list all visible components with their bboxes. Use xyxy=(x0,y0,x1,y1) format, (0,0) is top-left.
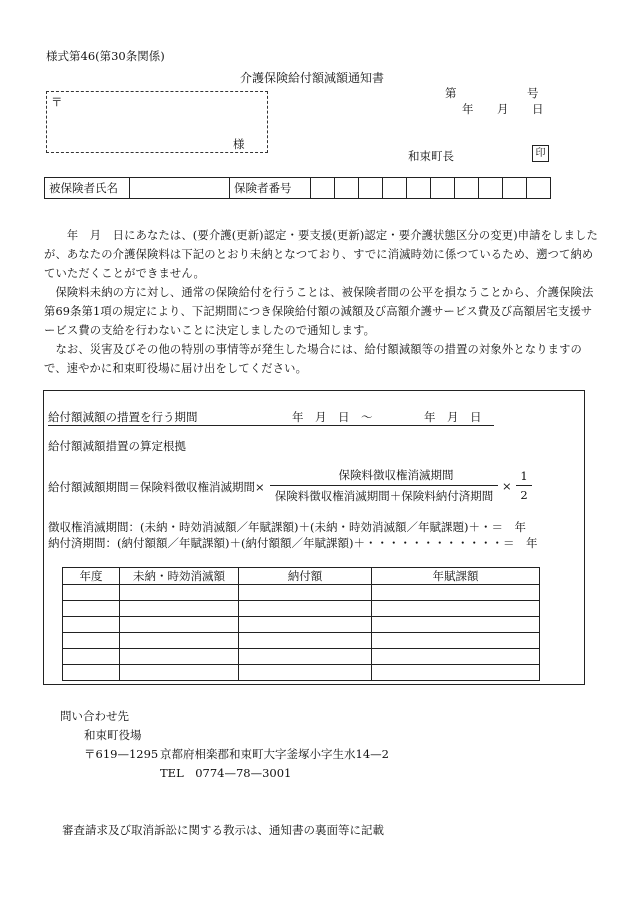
body-paragraph-1: 年 月 日にあなたは、(要介護(更新)認定・要支援(更新)認定・要介護状態区分の変更)申請をしましたが、あなたの介護保険料は下記のとおり未納となつており、すでに消滅時効に係つているため、遡つて納めていただくことができません。 xyxy=(44,229,598,280)
date-day: 日 xyxy=(532,102,544,116)
col-header-year: 年度 xyxy=(63,568,120,585)
contact-address: 京都府相楽郡和束町大字釜塚小字生水14—2 xyxy=(160,747,389,761)
address-box xyxy=(46,91,268,153)
half-numerator: 1 xyxy=(520,469,528,483)
appeal-notice: 審査請求及び取消訴訟に関する教示は、通知書の裏面等に記載 xyxy=(62,823,384,837)
fraction-numerator: 保険料徴収権消滅期間 xyxy=(338,468,454,482)
document-title: 介護保険給付額減額通知書 xyxy=(240,71,385,85)
issuer-name: 和束町長 xyxy=(408,149,454,163)
col-header-paid: 納付額 xyxy=(239,568,372,585)
insured-name-field xyxy=(130,178,230,199)
col-header-annual-levy: 年賦課額 xyxy=(372,568,540,585)
contact-office: 和束町役場 xyxy=(84,728,142,742)
payment-history-table xyxy=(62,567,540,681)
table-row xyxy=(63,649,540,665)
contact-phone: TEL 0774—78—3001 xyxy=(160,766,292,780)
postal-mark: 〒 xyxy=(51,95,63,109)
seal-stamp: 印 xyxy=(532,145,549,162)
insurer-number-digit xyxy=(407,178,431,199)
half-bar xyxy=(516,485,532,486)
number-prefix: 第 xyxy=(445,86,457,100)
table-row xyxy=(63,585,540,601)
insurer-number-digit xyxy=(431,178,455,199)
insurer-number-digit xyxy=(383,178,407,199)
period-label: 給付額減額の措置を行う期間 xyxy=(48,409,226,426)
insurer-number-digit xyxy=(335,178,359,199)
table-row xyxy=(63,633,540,649)
date-month: 月 xyxy=(497,102,509,116)
body-paragraph-2: 保険料未納の方に対し、通常の保険給付を行うことは、被保険者間の公平を損なうことから、介護保険法第69条第1項の規定により、下記期間につき保険給付額の減額及び高額介護サービス費及び高額居宅支援サービス費の支給を行わないことに決定しましたので通知します。 xyxy=(44,286,594,337)
table-row xyxy=(63,617,540,633)
insurer-number-digit xyxy=(359,178,383,199)
form-label: 様式第46(第30条関係) xyxy=(46,49,165,63)
insurer-number-digit xyxy=(503,178,527,199)
period-from: 年 月 日 ～ xyxy=(226,409,414,426)
table-header-row xyxy=(63,568,540,585)
col-header-unpaid: 未納・時効消滅額 xyxy=(120,568,239,585)
table-row xyxy=(63,665,540,681)
insurer-number-digit xyxy=(455,178,479,199)
insurer-number-digit xyxy=(527,178,551,199)
table-row xyxy=(63,601,540,617)
insurer-number-label: 保険者番号 xyxy=(230,178,311,199)
body-paragraph-3: なお、災害及びその他の特別の事情等が発生した場合には、給付額減額等の措置の対象外となりますので、速やかに和束町役場に届け出をしてください。 xyxy=(44,343,583,375)
notice-body xyxy=(44,226,599,378)
insurer-number-digit xyxy=(311,178,335,199)
times-sign: × xyxy=(502,479,512,493)
number-suffix: 号 xyxy=(527,86,539,100)
insured-id-table xyxy=(44,177,551,199)
paid-period-line: 納付済期間：(納付額額／年賦課額)＋(納付額額／年賦課額)＋・・・・・・・・・・・・＝ 年 xyxy=(48,536,538,550)
fraction-bar xyxy=(270,485,498,486)
contact-label: 問い合わせ先 xyxy=(60,709,129,723)
date-year: 年 xyxy=(462,102,474,116)
reduction-details-box xyxy=(43,390,585,685)
half-denominator: 2 xyxy=(520,488,528,502)
fraction-denominator: 保険料徴収権消滅期間＋保険料納付済期間 xyxy=(274,489,494,503)
collection-right-period-line: 徴収権消滅期間：(未納・時効消滅額／年賦課額)＋(未納・時効消滅額／年賦課題)＋・＝ 年 xyxy=(48,520,526,534)
period-to: 年 月 日 xyxy=(414,409,494,426)
basis-title: 給付額減額措置の算定根拠 xyxy=(48,439,186,453)
addressee-honorific: 様 xyxy=(233,137,245,151)
contact-postal-code: 〒619—1295 xyxy=(84,747,159,761)
insured-name-label: 被保険者氏名 xyxy=(45,178,130,199)
formula-left: 給付額減額期間＝保険料徴収権消滅期間× xyxy=(48,480,265,494)
insurer-number-digit xyxy=(479,178,503,199)
